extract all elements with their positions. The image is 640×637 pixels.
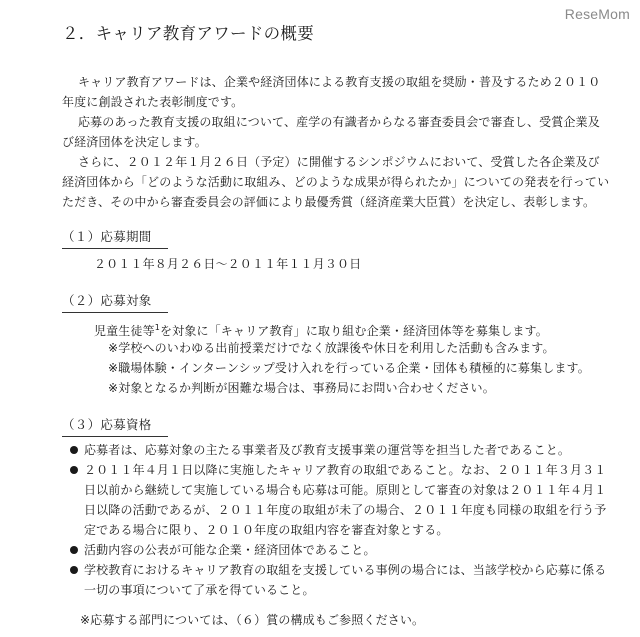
target-note: ※対象となるか判断が困難な場合は、事務局にお問い合わせください。 bbox=[108, 381, 495, 395]
footer-note: ※応募する部門については、（６）賞の構成もご参照ください。 bbox=[80, 613, 425, 627]
bullet-icon bbox=[70, 546, 78, 554]
application-period: ２０１１年８月２６日〜２０１１年１１月３０日 bbox=[94, 257, 362, 271]
target-text-before: 児童生徒等 bbox=[94, 324, 155, 338]
intro-paragraph-1: キャリア教育アワードは、企業や経済団体による教育支援の取組を奨励・普及するため２０１０年度に創設された表彰制度です。 bbox=[62, 75, 601, 109]
eligibility-text: 活動内容の公表が可能な企業・経済団体であること。 bbox=[84, 543, 376, 557]
section-heading-target: （２）応募対象 bbox=[62, 292, 168, 313]
target-text-after: を対象に「キャリア教育」に取り組む企業・経済団体等を募集します。 bbox=[160, 324, 548, 338]
watermark-logo: ReseMom bbox=[564, 6, 630, 22]
eligibility-item bbox=[70, 560, 610, 600]
footnote-marker: 1 bbox=[154, 323, 161, 332]
intro-paragraph-2: 応募のあった教育支援の取組について、産学の有識者からなる審査委員会で審査し、受賞企業及び経済団体を決定します。 bbox=[62, 115, 600, 149]
intro-paragraph-3: さらに、２０１２年１月２６日（予定）に開催するシンポジウムにおいて、受賞した各企業及び経済団体から「どのような活動に取組み、どのような成果が得られたか」についての発表を行っていただき、その中から審査委員会の評価により最優秀賞（経済産業大臣賞）を決定し、表彰します。 bbox=[62, 155, 610, 209]
bullet-icon bbox=[70, 566, 78, 574]
eligibility-item bbox=[70, 540, 610, 560]
page-title: ２．キャリア教育アワードの概要 bbox=[62, 24, 314, 43]
eligibility-item bbox=[70, 440, 610, 460]
eligibility-text: 応募者は、応募対象の主たる事業者及び教育支援事業の運営等を担当した者であること。 bbox=[84, 443, 571, 457]
bullet-icon bbox=[70, 446, 78, 454]
target-note: ※職場体験・インターンシップ受け入れを行っている企業・団体も積極的に募集します。 bbox=[108, 361, 590, 375]
section-heading-period: （１）応募期間 bbox=[62, 228, 168, 249]
section-heading-eligibility: （３）応募資格 bbox=[62, 416, 168, 437]
eligibility-item bbox=[70, 460, 610, 540]
target-note: ※学校へのいわゆる出前授業だけでなく放課後や休日を利用した活動も含みます。 bbox=[108, 341, 555, 355]
bullet-icon bbox=[70, 466, 78, 474]
eligibility-text: 学校教育におけるキャリア教育の取組を支援している事例の場合には、当該学校から応募に係る一切の事項について了承を得ていること。 bbox=[84, 563, 607, 597]
eligibility-text: ２０１１年４月１日以降に実施したキャリア教育の取組であること。なお、２０１１年３月３１日以前から継続して実施している場合も応募は可能。原則として審査の対象は２０１１年４月１日以降の活動であるが、２０１１年度の取組が未了の場合、２０１１年度も同様の取組を行う予定である場合に限り、２０１０年度の取組内容を審査対象とする。 bbox=[84, 463, 607, 537]
